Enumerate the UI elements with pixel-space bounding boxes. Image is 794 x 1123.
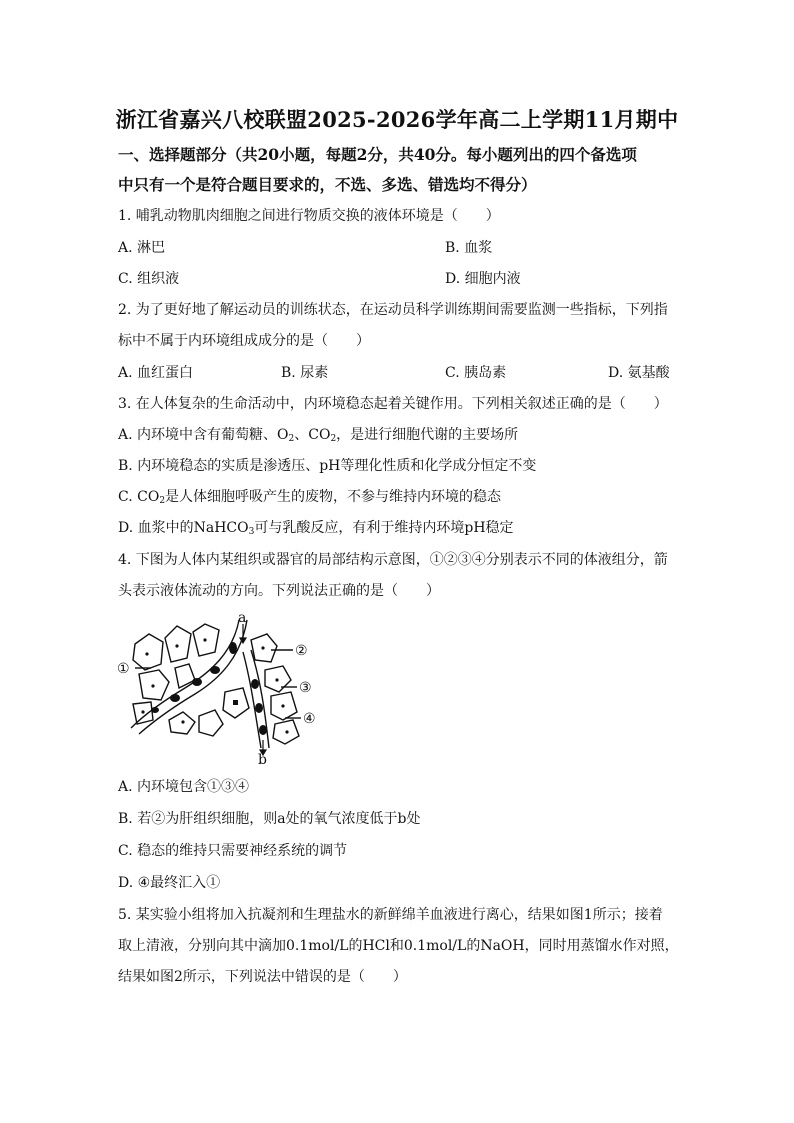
page-title: 浙江省嘉兴八校联盟2025-2026学年高二上学期11月期中 <box>115 107 679 132</box>
q3-option-b: B. 内环境稳态的实质是渗透压、pH等理化性质和化学成分恒定不变 <box>118 458 537 474</box>
red-blood-cell <box>229 642 237 654</box>
red-blood-cell <box>259 725 267 735</box>
q1-option-b: B. 血浆 <box>445 240 493 256</box>
q5-stem-line3: 结果如图2所示，下列说法中错误的是（ ） <box>118 969 407 985</box>
cell-nucleus <box>275 678 278 681</box>
cell-nucleus <box>281 704 284 707</box>
tissue-cell <box>165 626 191 662</box>
label-a: a <box>238 612 247 626</box>
q2-option-d: D. 氨基酸 <box>608 365 670 381</box>
label-circle-1: ① <box>117 661 130 677</box>
q4-option-c: C. 稳态的维持只需要神经系统的调节 <box>118 843 348 859</box>
red-blood-cell <box>251 679 259 689</box>
q5-stem-line2: 取上清液，分别向其中滴加0.1mol/L的HCl和0.1mol/L的NaOH，同时用蒸馏水作对照， <box>118 938 679 954</box>
section-heading-line1: 一、选择题部分（共20小题，每题2分，共40分。每小题列出的四个备选项 <box>118 145 637 164</box>
cell-nucleus <box>203 638 206 641</box>
q1-option-a: A. 淋巴 <box>118 240 166 256</box>
label-b: b <box>258 752 267 764</box>
q2-option-b: B. 尿素 <box>281 365 329 381</box>
q2-stem-line1: 2. 为了更好地了解运动员的训练状态，在运动员科学训练期间需要监测一些指标，下列指 <box>118 302 668 318</box>
cell-nucleus <box>285 730 288 733</box>
q3-option-c: C. $CO_2$是人体细胞呼吸产生的废物，不参与维持内环境的稳态 <box>118 489 502 506</box>
red-blood-cell <box>210 666 220 674</box>
q4-option-d: D. ④最终汇入① <box>118 875 221 891</box>
vessel-wall <box>243 652 261 748</box>
label-circle-3: ③ <box>299 680 312 696</box>
tissue-diagram-svg <box>115 612 325 764</box>
q1-option-c: C. 组织液 <box>118 271 180 287</box>
q2-stem-line2: 标中不属于内环境组成成分的是（ ） <box>118 333 370 349</box>
tissue-cell <box>199 710 223 736</box>
label-circle-4: ④ <box>303 711 316 727</box>
q1-stem: 1. 哺乳动物肌肉细胞之间进行物质交换的液体环境是（ ） <box>118 208 500 224</box>
q2-option-c: C. 胰岛素 <box>445 365 507 381</box>
q4-option-b: B. 若②为肝组织细胞，则a处的氧气浓度低于b处 <box>118 811 421 827</box>
cell-nucleus <box>233 700 238 705</box>
q1-option-d: D. 细胞内液 <box>445 271 521 287</box>
q4-option-a: A. 内环境包含①③④ <box>118 779 250 795</box>
red-blood-cell <box>255 703 263 713</box>
section-heading-line2: 中只有一个是符合题目要求的，不选、多选、错选均不得分） <box>118 175 537 194</box>
tissue-structure-diagram <box>115 612 325 764</box>
cell-nucleus <box>151 684 154 687</box>
q3-stem: 3. 在人体复杂的生命活动中，内环境稳态起着关键作用。下列相关叙述正确的是（ ） <box>118 396 668 412</box>
q3-option-a: A. 内环境中含有葡萄糖、$O_2$、$CO_2$，是进行细胞代谢的主要场所 <box>118 427 519 444</box>
q2-option-a: A. 血红蛋白 <box>118 365 194 381</box>
q5-stem-line1: 5. 某实验小组将加入抗凝剂和生理盐水的新鲜绵羊血液进行离心，结果如图1所示；接着 <box>118 907 663 923</box>
red-blood-cell <box>151 707 159 713</box>
red-blood-cell <box>170 694 180 702</box>
cell-nucleus <box>261 646 264 649</box>
q3-option-d: D. 血浆中的NaHCO$_3$可与乳酸反应，有利于维持内环境pH稳定 <box>118 520 514 537</box>
tissue-cell <box>133 634 163 670</box>
q4-stem-line2: 头表示液体流动的方向。下列说法正确的是（ ） <box>118 583 440 599</box>
capillary-wall <box>131 620 239 728</box>
cell-nucleus <box>145 652 148 655</box>
tissue-cell <box>175 664 195 688</box>
label-circle-2: ② <box>295 643 308 659</box>
cell-nucleus <box>175 644 178 647</box>
red-blood-cell <box>192 678 202 686</box>
cell-nucleus <box>141 710 144 713</box>
cell-nucleus <box>181 720 184 723</box>
q4-stem-line1: 4. 下图为人体内某组织或器官的局部结构示意图，①②③④分别表示不同的体液组分，箭 <box>118 552 668 568</box>
